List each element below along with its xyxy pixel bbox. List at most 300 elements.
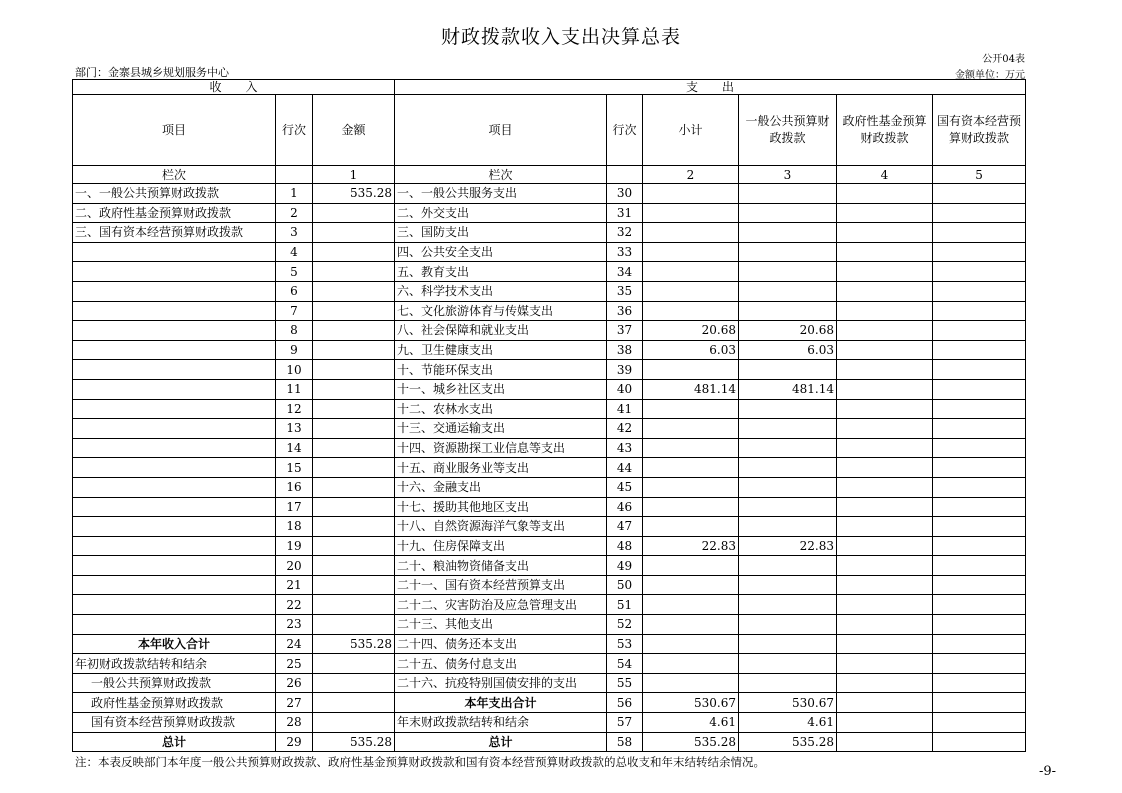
subtotal-cell (643, 497, 739, 517)
expense-item-header: 项目 (395, 95, 607, 166)
income-row-no-cell: 24 (276, 634, 313, 654)
fund-budget-cell (837, 517, 933, 537)
income-amount-cell (313, 497, 395, 517)
expense-row-no-cell: 47 (607, 517, 643, 537)
income-amount-cell (313, 595, 395, 615)
expense-item-cell: 十九、住房保障支出 (395, 536, 607, 556)
subtotal-cell (643, 556, 739, 576)
state-capital-cell (933, 477, 1026, 497)
table-row (73, 477, 1026, 497)
fund-budget-cell (837, 595, 933, 615)
general-budget-cell: 20.68 (739, 321, 837, 341)
income-row-no-cell: 2 (276, 203, 313, 223)
table-row (73, 673, 1026, 693)
expense-item-cell: 十一、城乡社区支出 (395, 379, 607, 399)
state-capital-cell (933, 399, 1026, 419)
table-row (73, 536, 1026, 556)
subtotal-cell (643, 438, 739, 458)
fund-budget-cell (837, 732, 933, 752)
expense-row-no-cell: 57 (607, 713, 643, 733)
fund-budget-cell (837, 615, 933, 635)
income-item-cell: 年初财政拨款结转和结余 (73, 654, 276, 674)
subtotal-cell (643, 203, 739, 223)
state-capital-cell (933, 575, 1026, 595)
table-row (73, 575, 1026, 595)
income-amount-cell (313, 379, 395, 399)
income-item-cell (73, 281, 276, 301)
state-capital-cell (933, 281, 1026, 301)
income-item-cell (73, 595, 276, 615)
fund-budget-cell (837, 419, 933, 439)
subtotal-cell (643, 242, 739, 262)
expense-item-cell: 三、国防支出 (395, 223, 607, 243)
general-budget-cell (739, 438, 837, 458)
state-capital-cell (933, 438, 1026, 458)
subtotal-cell (643, 419, 739, 439)
expense-item-cell: 十七、援助其他地区支出 (395, 497, 607, 517)
income-amount-cell (313, 615, 395, 635)
subtotal-cell (643, 360, 739, 380)
fund-budget-cell (837, 242, 933, 262)
income-row-no-cell: 11 (276, 379, 313, 399)
expense-item-cell: 二十五、债务付息支出 (395, 654, 607, 674)
general-budget-cell (739, 419, 837, 439)
column-index-row (73, 166, 1026, 184)
table-row (73, 615, 1026, 635)
general-budget-cell (739, 399, 837, 419)
lanci-income-col: 1 (313, 166, 395, 184)
expense-item-cell: 九、卫生健康支出 (395, 340, 607, 360)
income-row-no-cell: 17 (276, 497, 313, 517)
department-label: 部门：金寨县城乡规划服务中心 (75, 66, 229, 79)
state-capital-cell (933, 301, 1026, 321)
fund-budget-cell (837, 438, 933, 458)
form-number: 公开04表 (982, 54, 1025, 65)
expense-row-no-cell: 49 (607, 556, 643, 576)
general-budget-cell (739, 242, 837, 262)
expense-row-no-cell: 48 (607, 536, 643, 556)
subtotal-cell: 535.28 (643, 732, 739, 752)
table-row (73, 262, 1026, 282)
general-budget-cell (739, 595, 837, 615)
income-amount-cell (313, 693, 395, 713)
expense-item-cell: 一、一般公共服务支出 (395, 184, 607, 204)
table-row (73, 203, 1026, 223)
table-row (73, 654, 1026, 674)
general-budget-cell: 481.14 (739, 379, 837, 399)
table-row (73, 595, 1026, 615)
fund-budget-cell (837, 281, 933, 301)
expense-item-cell: 十六、金融支出 (395, 477, 607, 497)
expense-row-no-cell: 32 (607, 223, 643, 243)
state-capital-cell (933, 536, 1026, 556)
general-budget-cell (739, 575, 837, 595)
income-amount-cell: 535.28 (313, 634, 395, 654)
income-amount-cell (313, 477, 395, 497)
income-item-cell (73, 301, 276, 321)
general-budget-cell (739, 654, 837, 674)
fund-budget-cell (837, 321, 933, 341)
expense-row-no-cell: 56 (607, 693, 643, 713)
subtotal-cell (643, 301, 739, 321)
expense-row-no-cell: 35 (607, 281, 643, 301)
subtotal-cell: 481.14 (643, 379, 739, 399)
lanci-col-4: 4 (837, 166, 933, 184)
subtotal-cell (643, 262, 739, 282)
general-budget-cell (739, 184, 837, 204)
income-amount-cell (313, 242, 395, 262)
income-amount-cell (313, 360, 395, 380)
income-row-no-cell: 22 (276, 595, 313, 615)
income-amount-cell (313, 673, 395, 693)
expense-item-cell: 年末财政拨款结转和结余 (395, 713, 607, 733)
table-row (73, 732, 1026, 752)
expense-item-cell: 二十六、抗疫特别国债安排的支出 (395, 673, 607, 693)
fund-budget-cell (837, 203, 933, 223)
income-row-no-cell: 1 (276, 184, 313, 204)
general-budget-cell (739, 223, 837, 243)
income-amount-cell (313, 340, 395, 360)
table-row (73, 556, 1026, 576)
general-budget-cell (739, 301, 837, 321)
general-budget-cell (739, 203, 837, 223)
general-budget-header: 一般公共预算财政拨款 (739, 95, 837, 166)
table-row (73, 693, 1026, 713)
income-section-header: 收 入 (73, 80, 395, 95)
amount-unit-label: 金额单位：万元 (955, 70, 1025, 81)
income-amount-cell (313, 321, 395, 341)
income-item-cell (73, 438, 276, 458)
expense-row-no-cell: 30 (607, 184, 643, 204)
fund-budget-cell (837, 184, 933, 204)
table-row (73, 419, 1026, 439)
expense-row-no-cell: 50 (607, 575, 643, 595)
income-amount-cell: 535.28 (313, 184, 395, 204)
state-capital-cell (933, 732, 1026, 752)
expense-row-no-cell: 33 (607, 242, 643, 262)
income-amount-cell (313, 575, 395, 595)
income-row-no-cell: 12 (276, 399, 313, 419)
expense-item-cell: 十二、农林水支出 (395, 399, 607, 419)
expense-item-cell: 十五、商业服务业等支出 (395, 458, 607, 478)
income-row-no-cell: 23 (276, 615, 313, 635)
subtotal-header: 小计 (643, 95, 739, 166)
income-row-no-cell: 21 (276, 575, 313, 595)
state-capital-cell (933, 615, 1026, 635)
general-budget-cell (739, 458, 837, 478)
expense-item-cell: 二十二、灾害防治及应急管理支出 (395, 595, 607, 615)
state-capital-header: 国有资本经营预算财政拨款 (933, 95, 1026, 166)
income-amount-cell (313, 713, 395, 733)
expense-row-no-cell: 55 (607, 673, 643, 693)
income-amount-cell (313, 438, 395, 458)
general-budget-cell (739, 556, 837, 576)
expense-row-no-cell: 58 (607, 732, 643, 752)
subtotal-cell (643, 615, 739, 635)
fund-budget-cell (837, 262, 933, 282)
general-budget-cell (739, 477, 837, 497)
income-row-no-cell: 7 (276, 301, 313, 321)
fund-budget-cell (837, 693, 933, 713)
expense-row-no-cell: 51 (607, 595, 643, 615)
general-budget-cell: 22.83 (739, 536, 837, 556)
fund-budget-cell (837, 497, 933, 517)
page-title: 财政拨款收入支出决算总表 (440, 26, 681, 48)
state-capital-cell (933, 713, 1026, 733)
state-capital-cell (933, 693, 1026, 713)
income-amount-cell (313, 458, 395, 478)
fund-budget-cell (837, 301, 933, 321)
expense-item-cell: 十三、交通运输支出 (395, 419, 607, 439)
expense-row-no-cell: 39 (607, 360, 643, 380)
general-budget-cell: 4.61 (739, 713, 837, 733)
state-capital-cell (933, 556, 1026, 576)
income-item-cell (73, 477, 276, 497)
state-capital-cell (933, 497, 1026, 517)
subtotal-cell (643, 458, 739, 478)
table-row (73, 242, 1026, 262)
income-row-no-cell: 15 (276, 458, 313, 478)
state-capital-cell (933, 634, 1026, 654)
footnote: 注：本表反映部门本年度一般公共预算财政拨款、政府性基金预算财政拨款和国有资本经营预算财政拨款的总收支和年末结转结余情况。 (75, 755, 765, 769)
state-capital-cell (933, 673, 1026, 693)
expense-item-cell: 六、科学技术支出 (395, 281, 607, 301)
general-budget-cell (739, 281, 837, 301)
income-row-no-cell: 18 (276, 517, 313, 537)
expense-row-no-cell: 42 (607, 419, 643, 439)
expense-item-cell: 二、外交支出 (395, 203, 607, 223)
expense-item-cell: 十四、资源勘探工业信息等支出 (395, 438, 607, 458)
table-row (73, 281, 1026, 301)
expense-row-no-cell: 44 (607, 458, 643, 478)
state-capital-cell (933, 321, 1026, 341)
expense-row-no-cell: 37 (607, 321, 643, 341)
income-amount-cell (313, 556, 395, 576)
income-row-no-cell: 6 (276, 281, 313, 301)
income-row-no-cell: 29 (276, 732, 313, 752)
general-budget-cell (739, 615, 837, 635)
income-row-no-cell: 28 (276, 713, 313, 733)
expense-row-no-cell: 36 (607, 301, 643, 321)
income-item-cell: 国有资本经营预算财政拨款 (73, 713, 276, 733)
subtotal-cell: 530.67 (643, 693, 739, 713)
subtotal-cell (643, 575, 739, 595)
state-capital-cell (933, 360, 1026, 380)
fund-budget-cell (837, 477, 933, 497)
state-capital-cell (933, 184, 1026, 204)
table-row (73, 438, 1026, 458)
income-row-no-cell: 10 (276, 360, 313, 380)
table-row (73, 713, 1026, 733)
state-capital-cell (933, 223, 1026, 243)
table-row (73, 458, 1026, 478)
income-amount-header: 金额 (313, 95, 395, 166)
state-capital-cell (933, 654, 1026, 674)
expense-item-cell: 八、社会保障和就业支出 (395, 321, 607, 341)
income-row-no-cell: 19 (276, 536, 313, 556)
income-row-no-cell: 14 (276, 438, 313, 458)
general-budget-cell (739, 262, 837, 282)
subtotal-cell (643, 281, 739, 301)
income-row-no-cell: 25 (276, 654, 313, 674)
lanci-col-2: 2 (643, 166, 739, 184)
income-amount-cell (313, 419, 395, 439)
income-amount-cell (313, 399, 395, 419)
income-amount-cell (313, 536, 395, 556)
table-row (73, 301, 1026, 321)
income-row-no-cell: 13 (276, 419, 313, 439)
income-item-cell (73, 399, 276, 419)
income-row-no-cell: 4 (276, 242, 313, 262)
income-row-no-cell: 26 (276, 673, 313, 693)
subtotal-cell (643, 399, 739, 419)
income-item-cell (73, 242, 276, 262)
subtotal-cell (643, 223, 739, 243)
state-capital-cell (933, 262, 1026, 282)
income-item-cell (73, 615, 276, 635)
fund-budget-cell (837, 673, 933, 693)
subtotal-cell (643, 517, 739, 537)
income-item-cell (73, 556, 276, 576)
general-budget-cell (739, 673, 837, 693)
lanci-label-2: 栏次 (395, 166, 607, 184)
income-amount-cell (313, 223, 395, 243)
budget-summary-table (72, 79, 1026, 752)
income-item-cell: 二、政府性基金预算财政拨款 (73, 203, 276, 223)
lanci-empty-2 (607, 166, 643, 184)
fund-budget-cell (837, 379, 933, 399)
expense-row-no-cell: 41 (607, 399, 643, 419)
income-item-cell (73, 536, 276, 556)
income-amount-cell (313, 517, 395, 537)
income-row-no-cell: 3 (276, 223, 313, 243)
income-row-no-cell: 27 (276, 693, 313, 713)
expense-item-cell: 本年支出合计 (395, 693, 607, 713)
table-row (73, 321, 1026, 341)
table-row (73, 184, 1026, 204)
lanci-col-5: 5 (933, 166, 1026, 184)
table-row (73, 517, 1026, 537)
income-item-cell (73, 321, 276, 341)
expense-item-cell: 四、公共安全支出 (395, 242, 607, 262)
income-item-header: 项目 (73, 95, 276, 166)
expense-row-no-cell: 45 (607, 477, 643, 497)
table-row (73, 634, 1026, 654)
expense-item-cell: 五、教育支出 (395, 262, 607, 282)
fund-budget-cell (837, 575, 933, 595)
lanci-label: 栏次 (73, 166, 276, 184)
income-item-cell (73, 497, 276, 517)
fund-budget-cell (837, 634, 933, 654)
table-row (73, 379, 1026, 399)
income-item-cell: 本年收入合计 (73, 634, 276, 654)
general-budget-cell: 530.67 (739, 693, 837, 713)
fund-budget-cell (837, 458, 933, 478)
income-item-cell: 三、国有资本经营预算财政拨款 (73, 223, 276, 243)
income-item-cell (73, 262, 276, 282)
income-amount-cell: 535.28 (313, 732, 395, 752)
expense-item-cell: 十八、自然资源海洋气象等支出 (395, 517, 607, 537)
expense-row-no-cell: 54 (607, 654, 643, 674)
column-header-row (73, 95, 1026, 166)
table-row (73, 340, 1026, 360)
subtotal-cell: 22.83 (643, 536, 739, 556)
general-budget-cell (739, 360, 837, 380)
income-item-cell (73, 340, 276, 360)
subtotal-cell: 4.61 (643, 713, 739, 733)
state-capital-cell (933, 379, 1026, 399)
expense-item-cell: 二十四、债务还本支出 (395, 634, 607, 654)
income-amount-cell (313, 301, 395, 321)
income-amount-cell (313, 203, 395, 223)
income-item-cell (73, 379, 276, 399)
expense-item-cell: 二十、粮油物资储备支出 (395, 556, 607, 576)
income-item-cell (73, 419, 276, 439)
section-header-row (73, 80, 1026, 95)
income-row-no-cell: 20 (276, 556, 313, 576)
lanci-empty (276, 166, 313, 184)
table-row (73, 360, 1026, 380)
table-row (73, 223, 1026, 243)
income-row-no-cell: 8 (276, 321, 313, 341)
general-budget-cell: 535.28 (739, 732, 837, 752)
state-capital-cell (933, 242, 1026, 262)
income-item-cell: 一般公共预算财政拨款 (73, 673, 276, 693)
page-number: -9- (1038, 764, 1056, 779)
income-item-cell (73, 517, 276, 537)
income-item-cell: 政府性基金预算财政拨款 (73, 693, 276, 713)
income-item-cell (73, 360, 276, 380)
subtotal-cell (643, 477, 739, 497)
fund-budget-cell (837, 713, 933, 733)
expense-row-no-cell: 53 (607, 634, 643, 654)
state-capital-cell (933, 595, 1026, 615)
expense-item-cell: 二十三、其他支出 (395, 615, 607, 635)
income-amount-cell (313, 281, 395, 301)
subtotal-cell (643, 634, 739, 654)
state-capital-cell (933, 203, 1026, 223)
subtotal-cell (643, 673, 739, 693)
general-budget-cell (739, 497, 837, 517)
general-budget-cell (739, 517, 837, 537)
subtotal-cell (643, 184, 739, 204)
state-capital-cell (933, 517, 1026, 537)
subtotal-cell (643, 654, 739, 674)
expense-row-no-cell: 40 (607, 379, 643, 399)
state-capital-cell (933, 340, 1026, 360)
fund-budget-cell (837, 654, 933, 674)
income-item-cell (73, 575, 276, 595)
income-item-cell: 总计 (73, 732, 276, 752)
fund-budget-header: 政府性基金预算财政拨款 (837, 95, 933, 166)
subtotal-cell (643, 595, 739, 615)
expense-row-no-cell: 46 (607, 497, 643, 517)
expense-row-no-cell: 43 (607, 438, 643, 458)
expense-item-cell: 二十一、国有资本经营预算支出 (395, 575, 607, 595)
income-row-no-cell: 16 (276, 477, 313, 497)
table-row (73, 497, 1026, 517)
lanci-col-3: 3 (739, 166, 837, 184)
expense-section-header: 支 出 (395, 80, 1026, 95)
expense-row-no-header: 行次 (607, 95, 643, 166)
income-row-no-header: 行次 (276, 95, 313, 166)
income-row-no-cell: 5 (276, 262, 313, 282)
table-row (73, 399, 1026, 419)
fund-budget-cell (837, 340, 933, 360)
income-row-no-cell: 9 (276, 340, 313, 360)
expense-row-no-cell: 34 (607, 262, 643, 282)
subtotal-cell: 6.03 (643, 340, 739, 360)
